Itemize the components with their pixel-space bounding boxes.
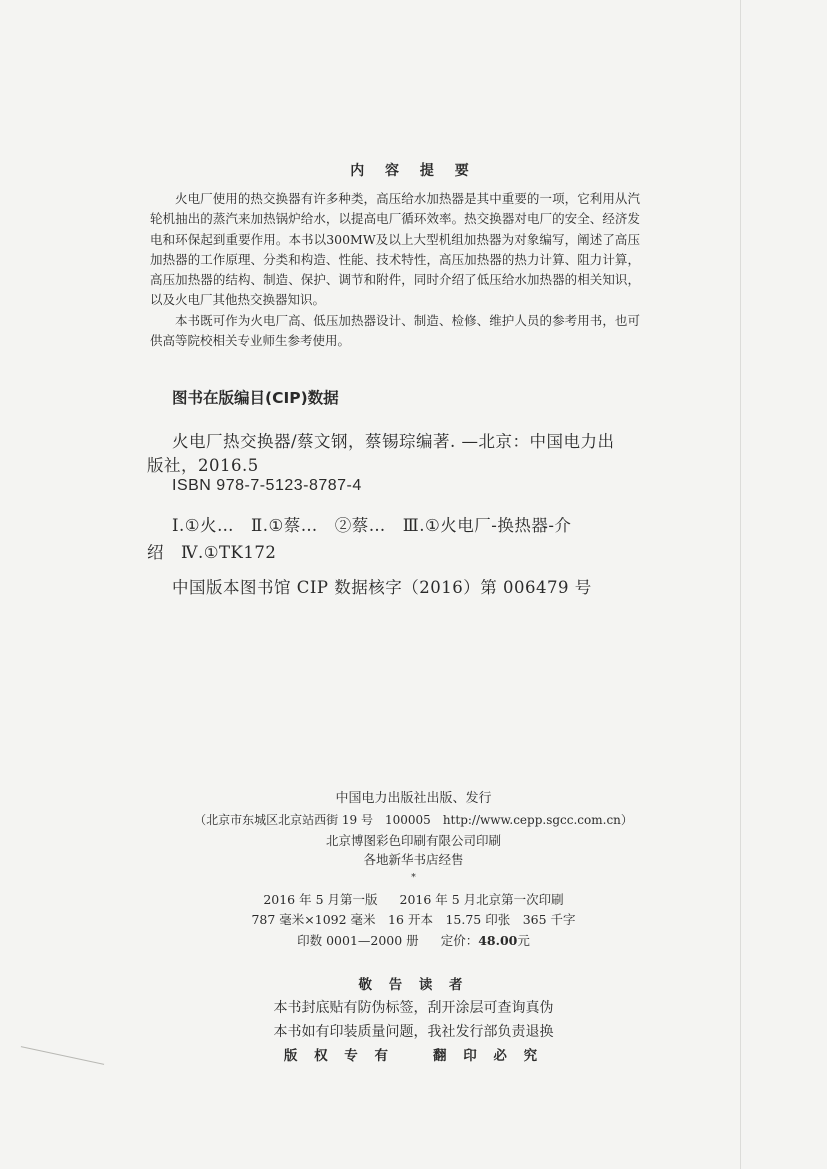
publisher-line: 中国电力出版社出版、发行 <box>335 791 492 806</box>
price-value: 48.00 <box>478 933 518 948</box>
cip-line-2: 版社，2016.5 <box>147 456 259 475</box>
cip-heading: 图书在版编目(CIP)数据 <box>172 389 339 407</box>
print-run: 印数 0001—2000 册 <box>297 933 419 948</box>
notice-line-1: 本书封底贴有防伪标签，刮开涂层可查询真伪 <box>273 1000 554 1016</box>
distributor-line: 各地新华书店经售 <box>363 852 464 867</box>
publisher-address: （北京市东城区北京站西街 19 号 100005 http://www.cepp.sgcc.com.cn） <box>194 813 633 827</box>
edition-line <box>0 890 827 908</box>
summary-title: 内 容 提 要 <box>350 163 477 179</box>
notice-line-2: 本书如有印装质量问题，我社发行部负责退换 <box>273 1024 554 1040</box>
summary-paragraph-1: 火电厂使用的热交换器有许多种类，高压给水加热器是其中重要的一项，它利用从汽轮机抽出的蒸汽来加热锅炉给水，以提高电厂循环效率。热交换器对电厂的安全、经济发电和环保起到重要作用。本书以300MW及以上大型机组加热器为对象编写，阐述了高压加热器的工作原理、分类和构造、性能、技术特性，高压加热器的热力计算、阻力计算，高压加热器的结构、制造、保护、调节和附件，同时介绍了低压给水加热器的相关知识，以及火电厂其他热交换器知识。 <box>150 191 640 308</box>
cip-line-4: Ⅰ.①火… Ⅱ.①蔡… ②蔡… Ⅲ.①火电厂-换热器-介 <box>172 516 572 535</box>
edition-text: 2016 年 5 月第一版 <box>263 892 378 907</box>
printer-line: 北京博图彩色印刷有限公司印刷 <box>325 833 501 848</box>
printing-text: 2016 年 5 月北京第一次印刷 <box>399 892 564 907</box>
cip-record-number: 中国版本图书馆 CIP 数据核字（2016）第 006479 号 <box>172 578 592 597</box>
price-label: 定价： <box>440 933 479 948</box>
notice-title: 敬 告 读 者 <box>358 977 469 993</box>
cip-isbn: ISBN 978-7-5123-8787-4 <box>172 477 362 494</box>
cip-line-1: 火电厂热交换器/蔡文钢，蔡锡琮编著. —北京：中国电力出 <box>172 432 615 451</box>
price-unit: 元 <box>517 933 530 948</box>
print-run-price-line <box>0 931 827 949</box>
separator-star: * <box>411 873 416 883</box>
format-line: 787 毫米×1092 毫米 16 开本 15.75 印张 365 千字 <box>251 912 576 927</box>
cip-line-5: 绍 Ⅳ.①TK172 <box>147 543 277 562</box>
rights-notice: 版 权 专 有 翻 印 必 究 <box>283 1048 544 1064</box>
summary-paragraph-2: 本书既可作为火电厂高、低压加热器设计、制造、检修、维护人员的参考用书，也可供高等院校相关专业师生参考使用。 <box>150 313 640 349</box>
